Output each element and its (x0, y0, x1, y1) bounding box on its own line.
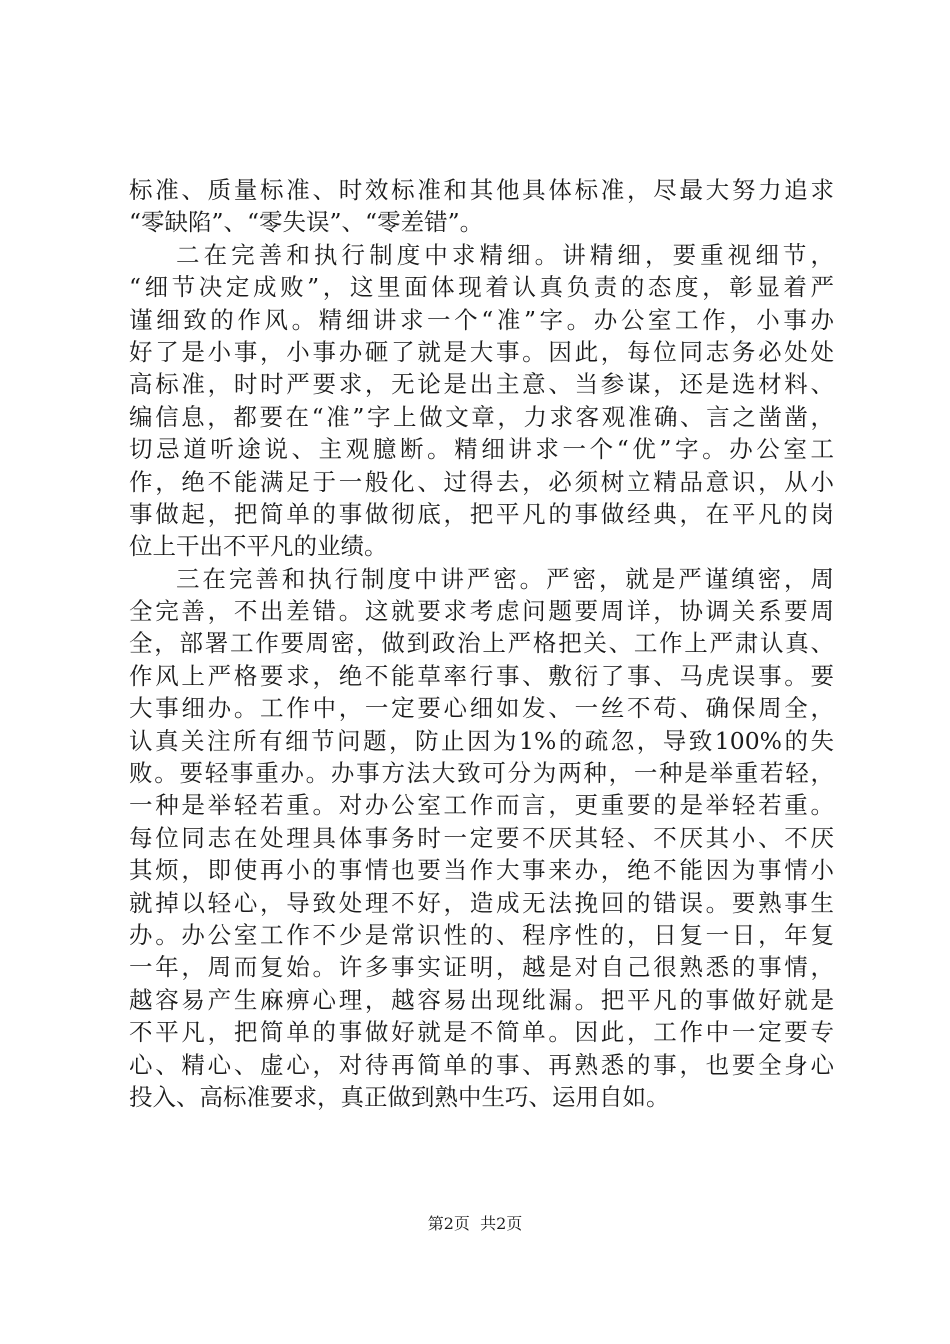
text-line: 谨细致的作风。精细讲求一个“准”字。办公室工作，小事办 (129, 305, 834, 334)
text-line: 认真关注所有细节问题，防止因为1%的疏忽，导致100%的失 (129, 726, 834, 755)
text-line: 一年，周而复始。许多事实证明，越是对自己很熟悉的事情， (129, 953, 834, 982)
text-line: “细节决定成败”，这里面体现着认真负责的态度，彰显着严 (129, 273, 834, 302)
text-line: 一种是举轻若重。对办公室工作而言，更重要的是举轻若重。 (129, 791, 834, 820)
text-line: 投入、高标准要求，真正做到熟中生巧、运用自如。 (129, 1082, 670, 1111)
text-line: 败。要轻事重办。办事方法大致可分为两种，一种是举重若轻， (129, 759, 834, 788)
text-line: 作，绝不能满足于一般化、过得去，必须树立精品意识，从小 (129, 467, 834, 496)
text-line: 位上干出不平凡的业绩。 (129, 532, 388, 561)
text-line: 办。办公室工作不少是常识性的、程序性的，日复一日，年复 (129, 920, 834, 949)
body-text (129, 174, 834, 1113)
text-line: 不平凡，把简单的事做好就是不简单。因此，工作中一定要专 (129, 1018, 834, 1047)
text-line: 大事细办。工作中，一定要心细如发、一丝不苟、确保周全， (129, 694, 834, 723)
text-line: 其烦，即使再小的事情也要当作大事来办，绝不能因为事情小 (129, 856, 834, 885)
text-line: “零缺陷”、“零失误”、“零差错”。 (129, 208, 484, 237)
text-line: 全完善，不出差错。这就要求考虑问题要周详，协调关系要周 (129, 597, 834, 626)
text-line: 高标准，时时严要求，无论是出主意、当参谋，还是选材料、 (129, 370, 834, 399)
text-line: 三在完善和执行制度中讲严密。严密，就是严谨缜密，周 (176, 564, 834, 593)
text-line: 每位同志在处理具体事务时一定要不厌其轻、不厌其小、不厌 (129, 823, 834, 852)
text-line: 越容易产生麻痹心理，越容易出现纰漏。把平凡的事做好就是 (129, 985, 834, 1014)
text-line: 标准、质量标准、时效标准和其他具体标准，尽最大努力追求 (129, 176, 834, 204)
text-line: 二在完善和执行制度中求精细。讲精细，要重视细节， (176, 240, 834, 269)
text-line: 心、精心、虚心，对待再简单的事、再熟悉的事，也要全身心 (129, 1050, 834, 1079)
text-line: 好了是小事，小事办砸了就是大事。因此，每位同志务必处处 (129, 337, 834, 366)
text-line: 切忌道听途说、主观臆断。精细讲求一个“优”字。办公室工 (129, 435, 834, 464)
text-line: 全，部署工作要周密，做到政治上严格把关、工作上严肃认真、 (129, 629, 834, 658)
text-line: 作风上严格要求，绝不能草率行事、敷衍了事、马虎误事。要 (129, 661, 834, 690)
text-line: 编信息，都要在“准”字上做文章，力求客观准确、言之凿凿， (129, 402, 834, 431)
text-line: 事做起，把简单的事做彻底，把平凡的事做经典，在平凡的岗 (129, 499, 834, 528)
text-line: 就掉以轻心，导致处理不好，造成无法挽回的错误。要熟事生 (129, 888, 834, 917)
page-footer: 第2页 共2页 (427, 1214, 523, 1233)
